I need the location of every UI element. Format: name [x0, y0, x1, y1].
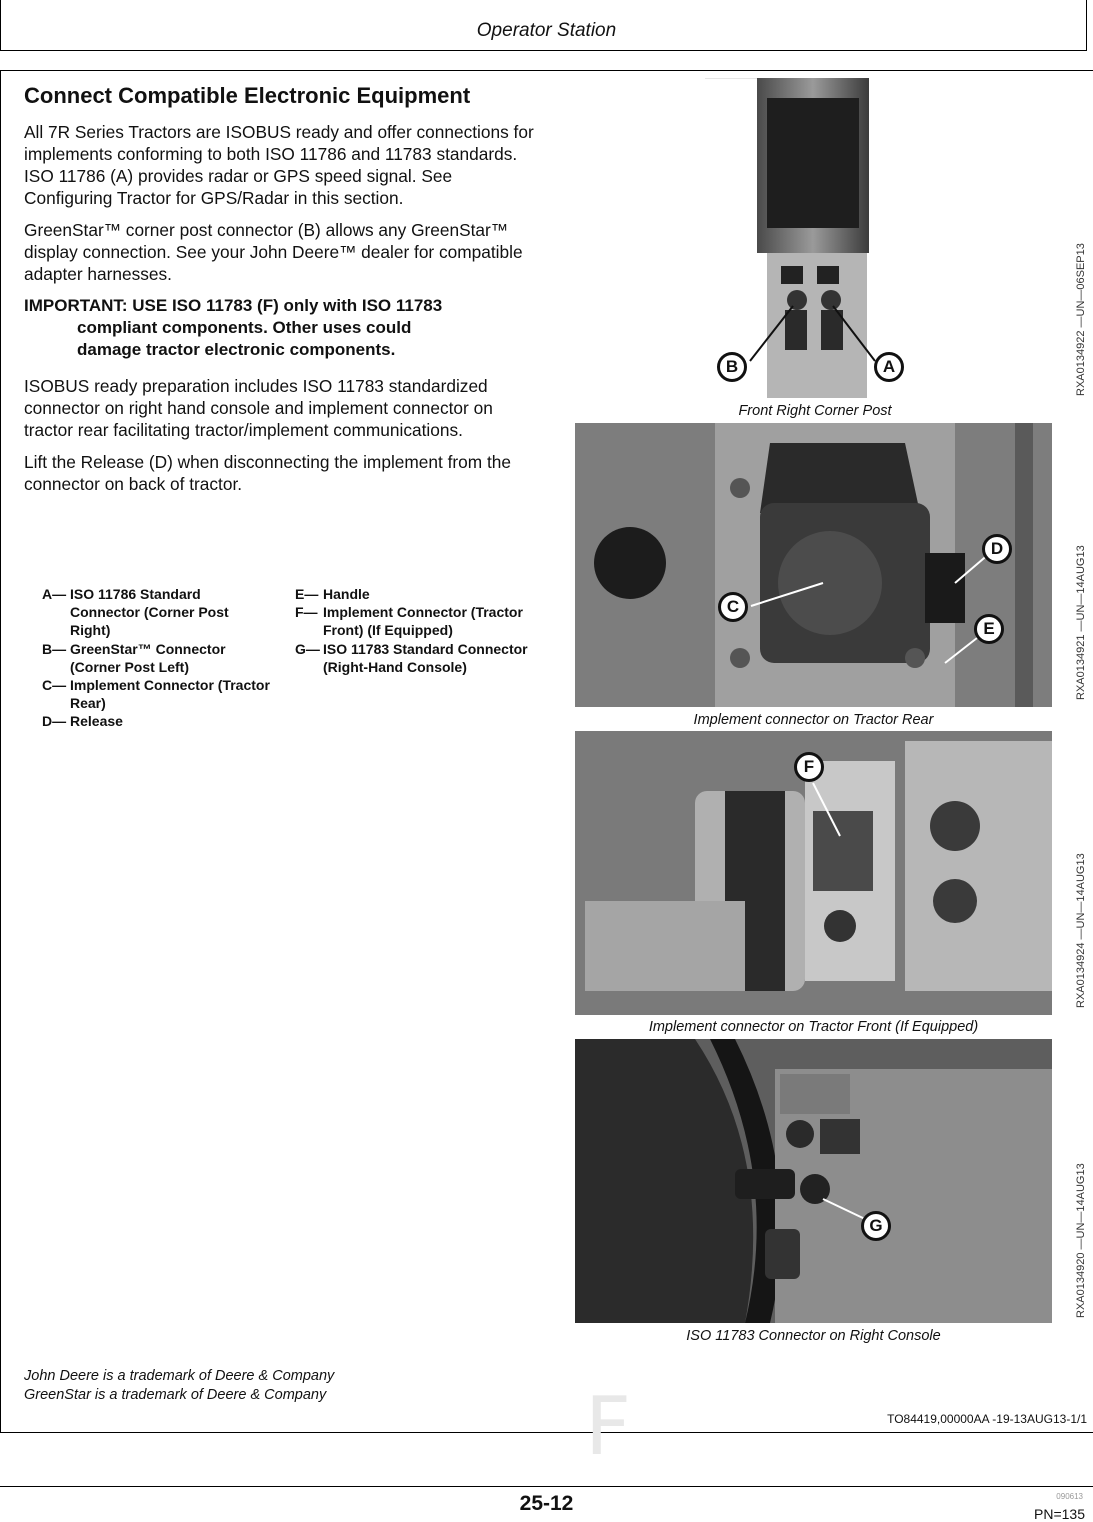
callout-G: G [861, 1211, 891, 1241]
figure-code: RXA0134924 —UN—14AUG13 [1075, 853, 1087, 1008]
important-line-2: compliant components. Other uses could [77, 318, 412, 337]
important-line-1: IMPORTANT: USE ISO 11783 (F) only with ISO 11783 [24, 296, 443, 315]
paragraph-release: Lift the Release (D) when disconnecting the implement from the connector on back of tractor. [24, 452, 511, 494]
callout-F: F [794, 752, 824, 782]
text-column [24, 83, 544, 505]
section-title: Connect Compatible Electronic Equipment [24, 83, 471, 108]
right-console-illustration [575, 1039, 1052, 1323]
legend-column-1 [42, 585, 272, 731]
figure-code: RXA0134921 —UN—14AUG13 [1075, 545, 1087, 700]
callout-A: A [874, 352, 904, 382]
trademark-greenstar: GreenStar is a trademark of Deere & Company [24, 1387, 327, 1403]
page-number: 25-12 [519, 1492, 574, 1515]
watermark-glyph: F [585, 1380, 632, 1473]
pdf-page-number: PN=135 [1034, 1506, 1085, 1522]
figure-code: RXA0134920 —UN—14AUG13 [1075, 1163, 1087, 1318]
legend-item: B— GreenStar™ Connector (Corner Post Left) [42, 640, 226, 675]
photo-corner-post [705, 78, 1063, 398]
header-title: Operator Station [476, 20, 617, 41]
caption-corner-post: Front Right Corner Post [738, 403, 892, 419]
tractor-rear-illustration [575, 423, 1052, 707]
legend-item: D— Release [42, 713, 123, 730]
photo-right-console [575, 1039, 1052, 1323]
legend-column-2 [295, 585, 540, 676]
photo-tractor-rear [575, 423, 1052, 707]
paragraph-isobus-prep: ISOBUS ready preparation includes ISO 11783 standardized connector on right hand console and implement connector on tractor rear facilitating tractor/implement communications. [24, 376, 493, 440]
figure-code: RXA0134922 —UN—06SEP13 [1075, 243, 1087, 396]
legend-item: F— Implement Connector (Tractor Front) (If Equipped) [295, 604, 523, 639]
footer-divider [0, 1486, 1093, 1487]
legend-item: A— ISO 11786 Standard Connector (Corner Post Right) [42, 586, 229, 639]
footer-date: 090613 [1056, 1492, 1083, 1501]
legend-item: G— ISO 11783 Standard Connector (Right-Hand Console) [295, 640, 528, 675]
callout-B: B [717, 352, 747, 382]
trademark-notes [24, 1367, 334, 1405]
trademark-john-deere: John Deere is a trademark of Deere & Company [24, 1368, 335, 1384]
paragraph-isobus: All 7R Series Tractors are ISOBUS ready and offer connections for implements conforming to both ISO 11786 and 11783 standards. ISO 11786 (A) provides radar or GPS speed signal. See Configuring Tractor for GPS/Radar in this section. [24, 122, 534, 208]
legend-item: E— Handle [295, 586, 370, 602]
document-reference: TO84419,00000AA -19-13AUG13-1/1 [887, 1412, 1087, 1426]
important-notice [24, 295, 544, 361]
caption-tractor-front: Implement connector on Tractor Front (If Equipped) [648, 1019, 979, 1035]
caption-tractor-rear: Implement connector on Tractor Rear [693, 712, 934, 728]
legend-item: C— Implement Connector (Tractor Rear) [42, 677, 270, 712]
important-line-3: damage tractor electronic components. [77, 340, 396, 359]
callout-D: D [982, 534, 1012, 564]
callout-C: C [718, 592, 748, 622]
paragraph-greenstar: GreenStar™ corner post connector (B) allows any GreenStar™ display connection. See your John Deere™ dealer for compatible adapter harnesses. [24, 220, 523, 284]
corner-post-illustration [705, 78, 1063, 398]
callout-E: E [974, 614, 1004, 644]
caption-right-console: ISO 11783 Connector on Right Console [686, 1328, 941, 1344]
